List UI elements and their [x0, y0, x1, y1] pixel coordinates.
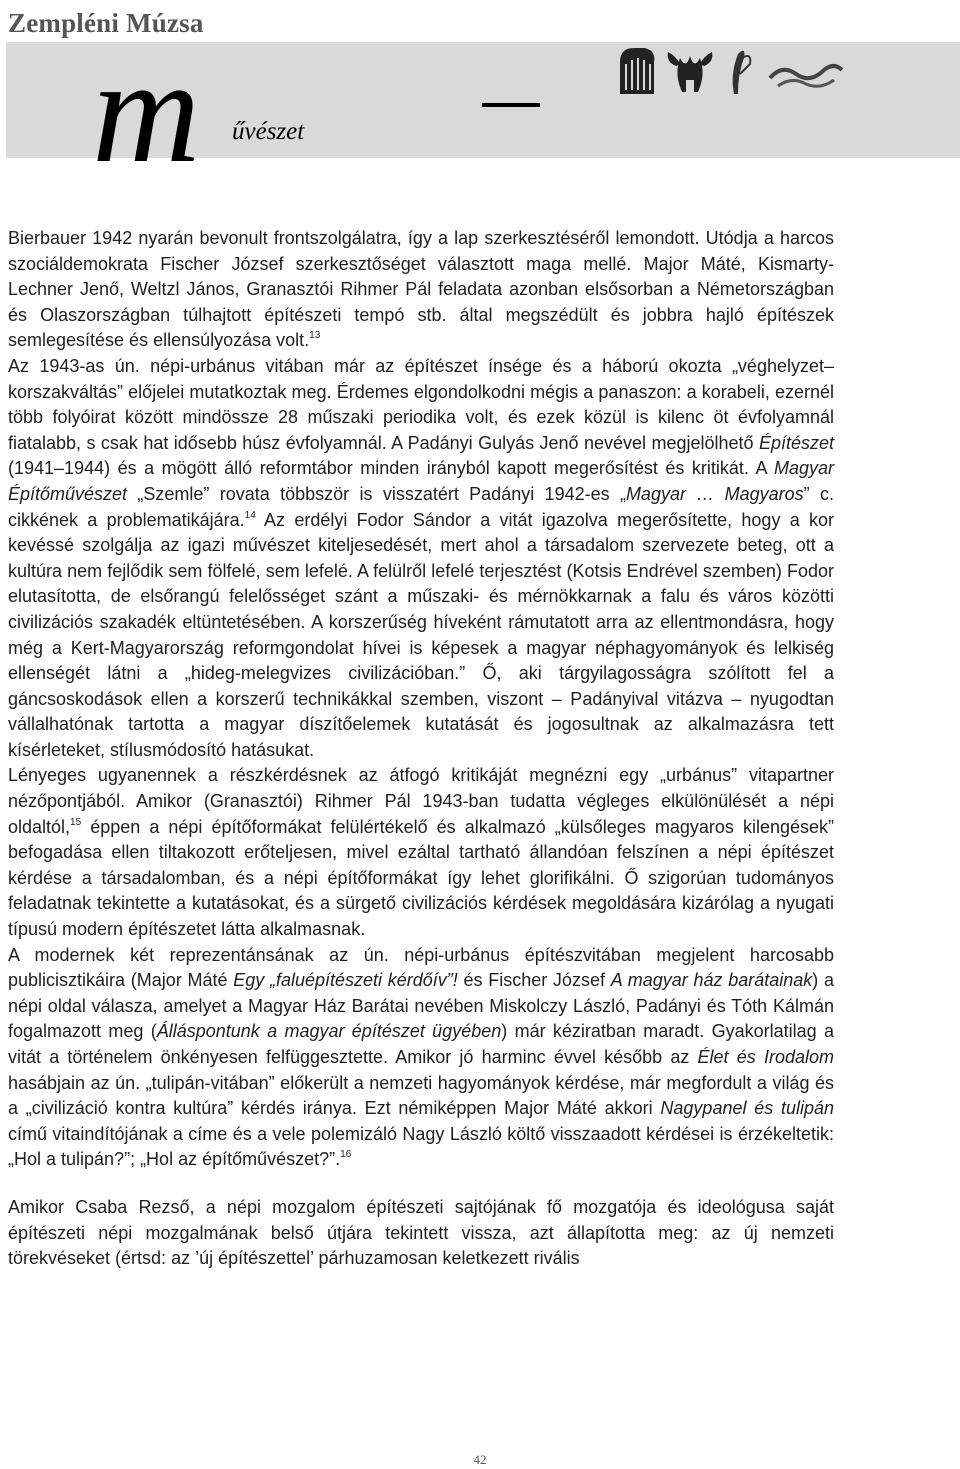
text-run: Bierbauer 1942 nyarán bevonult frontszolgálatra, így a lap szerkesztéséről lemondott. Utódja a harcos szociáldemokrata Fischer József szerkesztőséget választott maga mellé. Major Máté, Kismarty-Lechner Jenő, Weltzl János, Granasztói Rihmer Pál feladata azonban elsősorban a Németországban és Olaszországban túlhajtott építészeti tempó stb. által megszédült és jobbra hajló építészek semlegesítése és ellensúlyozása volt. [8, 228, 834, 351]
tulip-icon [668, 52, 713, 94]
paragraph [8, 226, 834, 354]
paragraph [8, 354, 834, 764]
section-initial: m [92, 28, 201, 194]
text-run: ) már kéziratban maradt. Gyakorlatilag a vitát a történelem önkényesen felfüggesztette. Amikor jó harminc évvel később az [8, 1021, 835, 1067]
article-body [8, 226, 834, 1272]
text-run: „Szemle” rovata többször is visszatért Padányi 1942-es „ [127, 483, 626, 504]
page-header [0, 0, 960, 194]
footnote-ref: 16 [340, 1149, 352, 1161]
text-run: című vitaindítójának a címe és a vele polemizáló Nagy László költő visszaadott kérdései is érzékeltetik: „Hol a tulipán?”; „Hol az építőművészet?”. [8, 1123, 834, 1170]
italic-text: Élet és Irodalom [697, 1047, 834, 1067]
italic-text: Egy „faluépítészeti kérdőív”! [233, 970, 458, 991]
italic-text: Álláspontunk a magyar építészet ügyében [156, 1021, 502, 1042]
footnote-ref: 14 [244, 509, 256, 521]
text-run: éppen a népi építőformákat felülértékelő és alkalmazó „külsőleges magyaros kilengések” befogadása ellen tiltakozott erőteljesen, mivel ezáltal tartható állandóan felszínen a népi építészet kérdése a társadalomban, és a népi építőformákat így lehet glorifikálni. Ő szigorúan tudományos feladatnak tekintette a kutatásokat, és a sürgető civilizációs kérdések megoldására kizárólag a nyugati típusú modern építészetet látta alkalmasnak. [8, 816, 834, 940]
wave-icon [770, 66, 842, 86]
text-run: A modernek két reprezentánsának az ún. népi-urbánus építészvitában megjelent harcosabb publicisztikáira (Major Máté [8, 944, 834, 991]
text-run: ) a népi oldal válasza, amelyet a Magyar Ház Barátai nevében Miskolczy László, Padányi és Tóth Kálmán fogalmazott meg ( [8, 970, 835, 1042]
text-run: és Fischer József [457, 970, 611, 991]
text-run: ” c. cikkének a problematikájára. [8, 483, 835, 530]
page-number: 42 [473, 1452, 487, 1467]
text-run: Az 1943-as ún. népi-urbánus vitában már az építészet ínsége és a háború okozta „véghelyzet–korszakváltás” előjelei mutatkoztak meg. Érdemes elgondolkodni mégis a panaszon: a korabeli, ezernél több folyóirat között mindössze 28 műszaki periodika volt, és ezek közül is kilenc öt évfolyamnál fiatalabb, s csak hat idősebb húsz évfolyamnál. A Padányi Gulyás Jenő nevével megjelölhető [8, 355, 834, 453]
harp-icon [620, 48, 654, 94]
title-dash [482, 103, 540, 107]
header-ornaments [610, 44, 956, 96]
italic-text: Magyar … Magyaros [625, 483, 804, 504]
section-title: űvészet [232, 118, 305, 145]
italic-text: Magyar Építőművészet [8, 458, 834, 504]
text-run: Lényeges ugyanennek a részkérdésnek az átfogó kritikáját megnézni egy „urbánus” vitapartner nézőpontjából. Amikor (Granasztói) Rihmer Pál 1943-ban tudatta végleges elkülönülését a népi oldaltól, [8, 765, 834, 837]
paragraph [8, 1195, 834, 1272]
plume-icon [733, 51, 751, 94]
italic-text: Nagypanel és tulipán [660, 1098, 835, 1119]
magazine-logo: Zempléni Múzsa [8, 8, 204, 38]
footnote-ref: 13 [309, 330, 321, 342]
text-run: Az erdélyi Fodor Sándor a vitát igazolva megerősítette, hogy a kor kevéssé szolgálja az igazi művészet kiteljesedését, mert ahol a társadalom szervezete beteg, ott a kultúra nem fejlődik sem fölfelé, sem lefelé. A felülről lefelé terjesztést (Kotsis Endrével szemben) Fodor elutasította, de elsőrangú felelősséget szánt a műszaki- és mérnökkarnak a falu és város közötti civilizációs szakadék eltüntetésében. A korszerűség híveként rámutatott arra az ellentmondásra, hogy még a Kert-Magyarország reformgondolat hívei is képesek a magyar néphagyományok és lelkiség ellenségét látni a „hideg-melegvizes civilizációban.” Ő, aki tárgyilagosságra szólított fel a gáncsoskodások ellen a korszerű technikákkal szemben, viszont – Padányival vitázva – nyugodtan vállalhatónak tartotta a magyar díszítőelemek kutatását és jogosultnak az alkalmazásra tett kísérleteket, stílusmódosító hatásukat. [8, 509, 834, 760]
footnote-ref: 15 [70, 816, 82, 828]
text-run: (1941–1944) és a mögött álló reformtábor minden irányból kapott megerősítést és kritikát. A [8, 458, 774, 479]
italic-text: Építészet [758, 432, 834, 453]
italic-text: A magyar ház barátainak [610, 970, 813, 991]
paragraph [8, 943, 834, 1173]
paragraph [8, 763, 834, 942]
text-run: Amikor Csaba Rezső, a népi mozgalom építészeti sajtójának fő mozgatója és ideológusa saját építészeti népi mozgalmának belső útjára tekintett vissza, azt állapította meg: az új nemzeti törekvéseket (értsd: az ’új építészettel’ párhuzamosan keletkezett rivális [8, 1196, 834, 1269]
text-run: hasábjain az ún. „tulipán-vitában” előkerült a nemzeti hagyományok kérdése, már megfordult a világ és a „civilizáció kontra kultúra” kérdés iránya. Ezt némiképpen Major Máté akkori [8, 1072, 834, 1119]
